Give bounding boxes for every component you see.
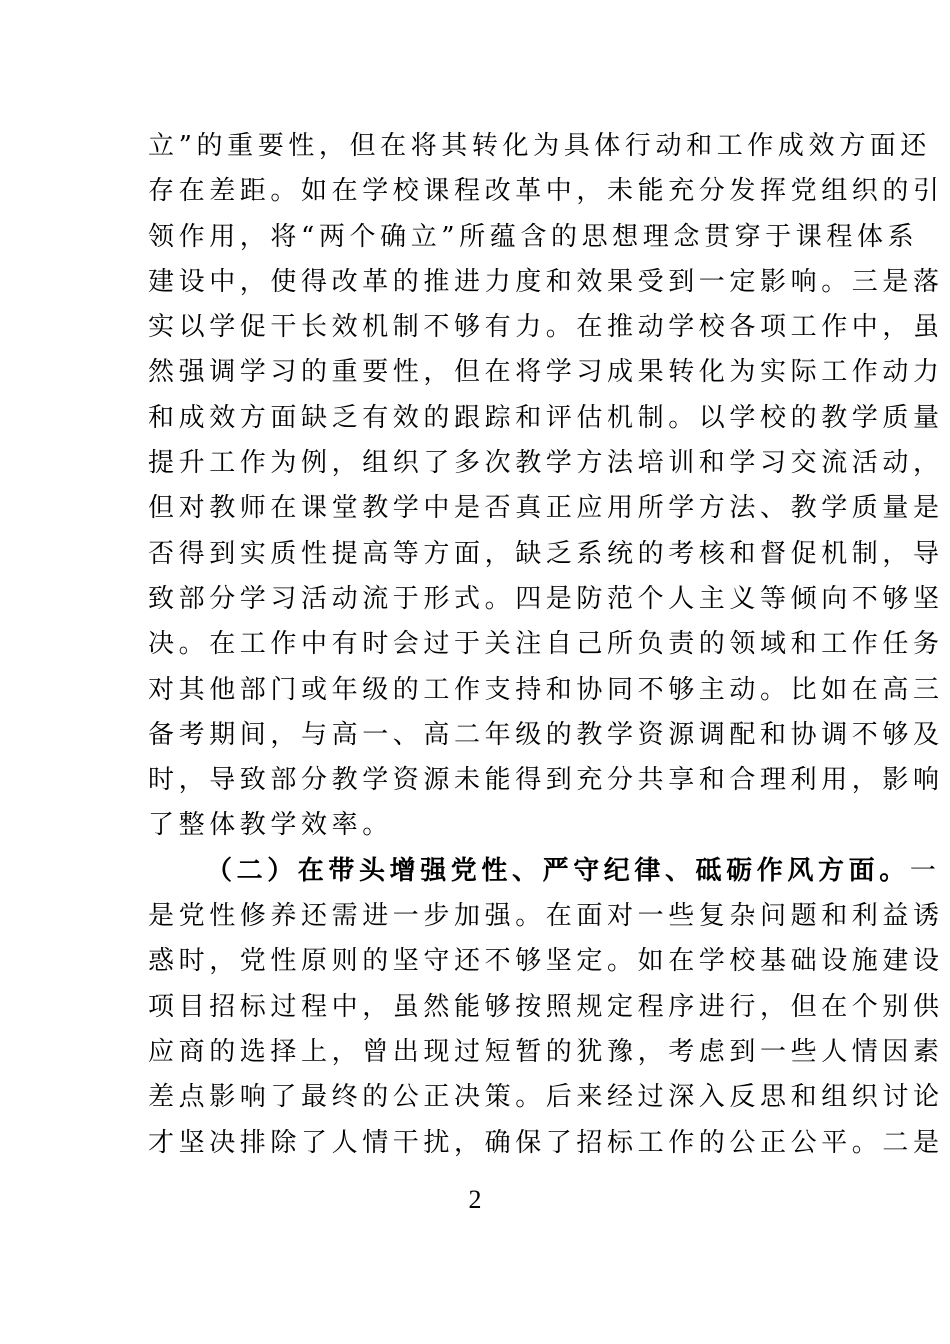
text-line: 和成效方面缺乏有效的跟踪和评估机制。以学校的教学质量 xyxy=(148,402,944,433)
text-line: 惑时，党性原则的坚守还不够坚定。如在学校基础设施建设 xyxy=(148,946,944,977)
text-line: 差点影响了最终的公正决策。后来经过深入反思和组织讨论 xyxy=(148,1082,944,1113)
text-line: 对其他部门或年级的工作支持和协同不够主动。比如在高三 xyxy=(148,674,944,705)
text-line: 但对教师在课堂教学中是否真正应用所学方法、教学质量是 xyxy=(148,493,944,524)
body-text xyxy=(148,124,944,1166)
section-heading: （二）在带头增强党性、严守纪律、砥砺作风方面。 xyxy=(206,855,910,886)
page-number: 2 xyxy=(468,1185,482,1214)
text-line: 立”的重要性，但在将其转化为具体行动和工作成效方面还 xyxy=(148,131,931,161)
text-line: 决。在工作中有时会过于关注自己所负责的领域和工作任务 xyxy=(148,629,944,660)
text-line: 领作用，将“两个确立”所蕴含的思想理念贯穿于课程体系 xyxy=(148,221,919,252)
text-line: 应商的选择上，曾出现过短暂的犹豫，考虑到一些人情因素 xyxy=(148,1036,944,1067)
text-line: 存在差距。如在学校课程改革中，未能充分发挥党组织的引 xyxy=(148,176,944,207)
text-line: 提升工作为例，组织了多次教学方法培训和学习交流活动， xyxy=(148,448,944,479)
text-fragment: 一 xyxy=(909,855,941,886)
text-line: 备考期间，与高一、高二年级的教学资源调配和协调不够及 xyxy=(148,719,944,750)
text-line: 了整体教学效率。 xyxy=(148,810,393,841)
text-line: 然强调学习的重要性，但在将学习成果转化为实际工作动力 xyxy=(148,357,944,388)
text-line: 否得到实质性提高等方面，缺乏系统的考核和督促机制，导 xyxy=(148,538,944,569)
section-heading-line xyxy=(148,849,941,894)
text-line: 项目招标过程中，虽然能够按照规定程序进行，但在个别供 xyxy=(148,991,944,1022)
text-line: 才坚决排除了人情干扰，确保了招标工作的公正公平。二是 xyxy=(148,1127,944,1158)
text-line: 实以学促干长效机制不够有力。在推动学校各项工作中，虽 xyxy=(148,312,944,343)
text-line: 时，导致部分教学资源未能得到充分共享和合理利用，影响 xyxy=(148,765,944,796)
text-line: 致部分学习活动流于形式。四是防范个人主义等倾向不够坚 xyxy=(148,583,944,614)
text-line: 建设中，使得改革的推进力度和效果受到一定影响。三是落 xyxy=(148,266,944,297)
text-line: 是党性修养还需进一步加强。在面对一些复杂问题和利益诱 xyxy=(148,901,944,932)
